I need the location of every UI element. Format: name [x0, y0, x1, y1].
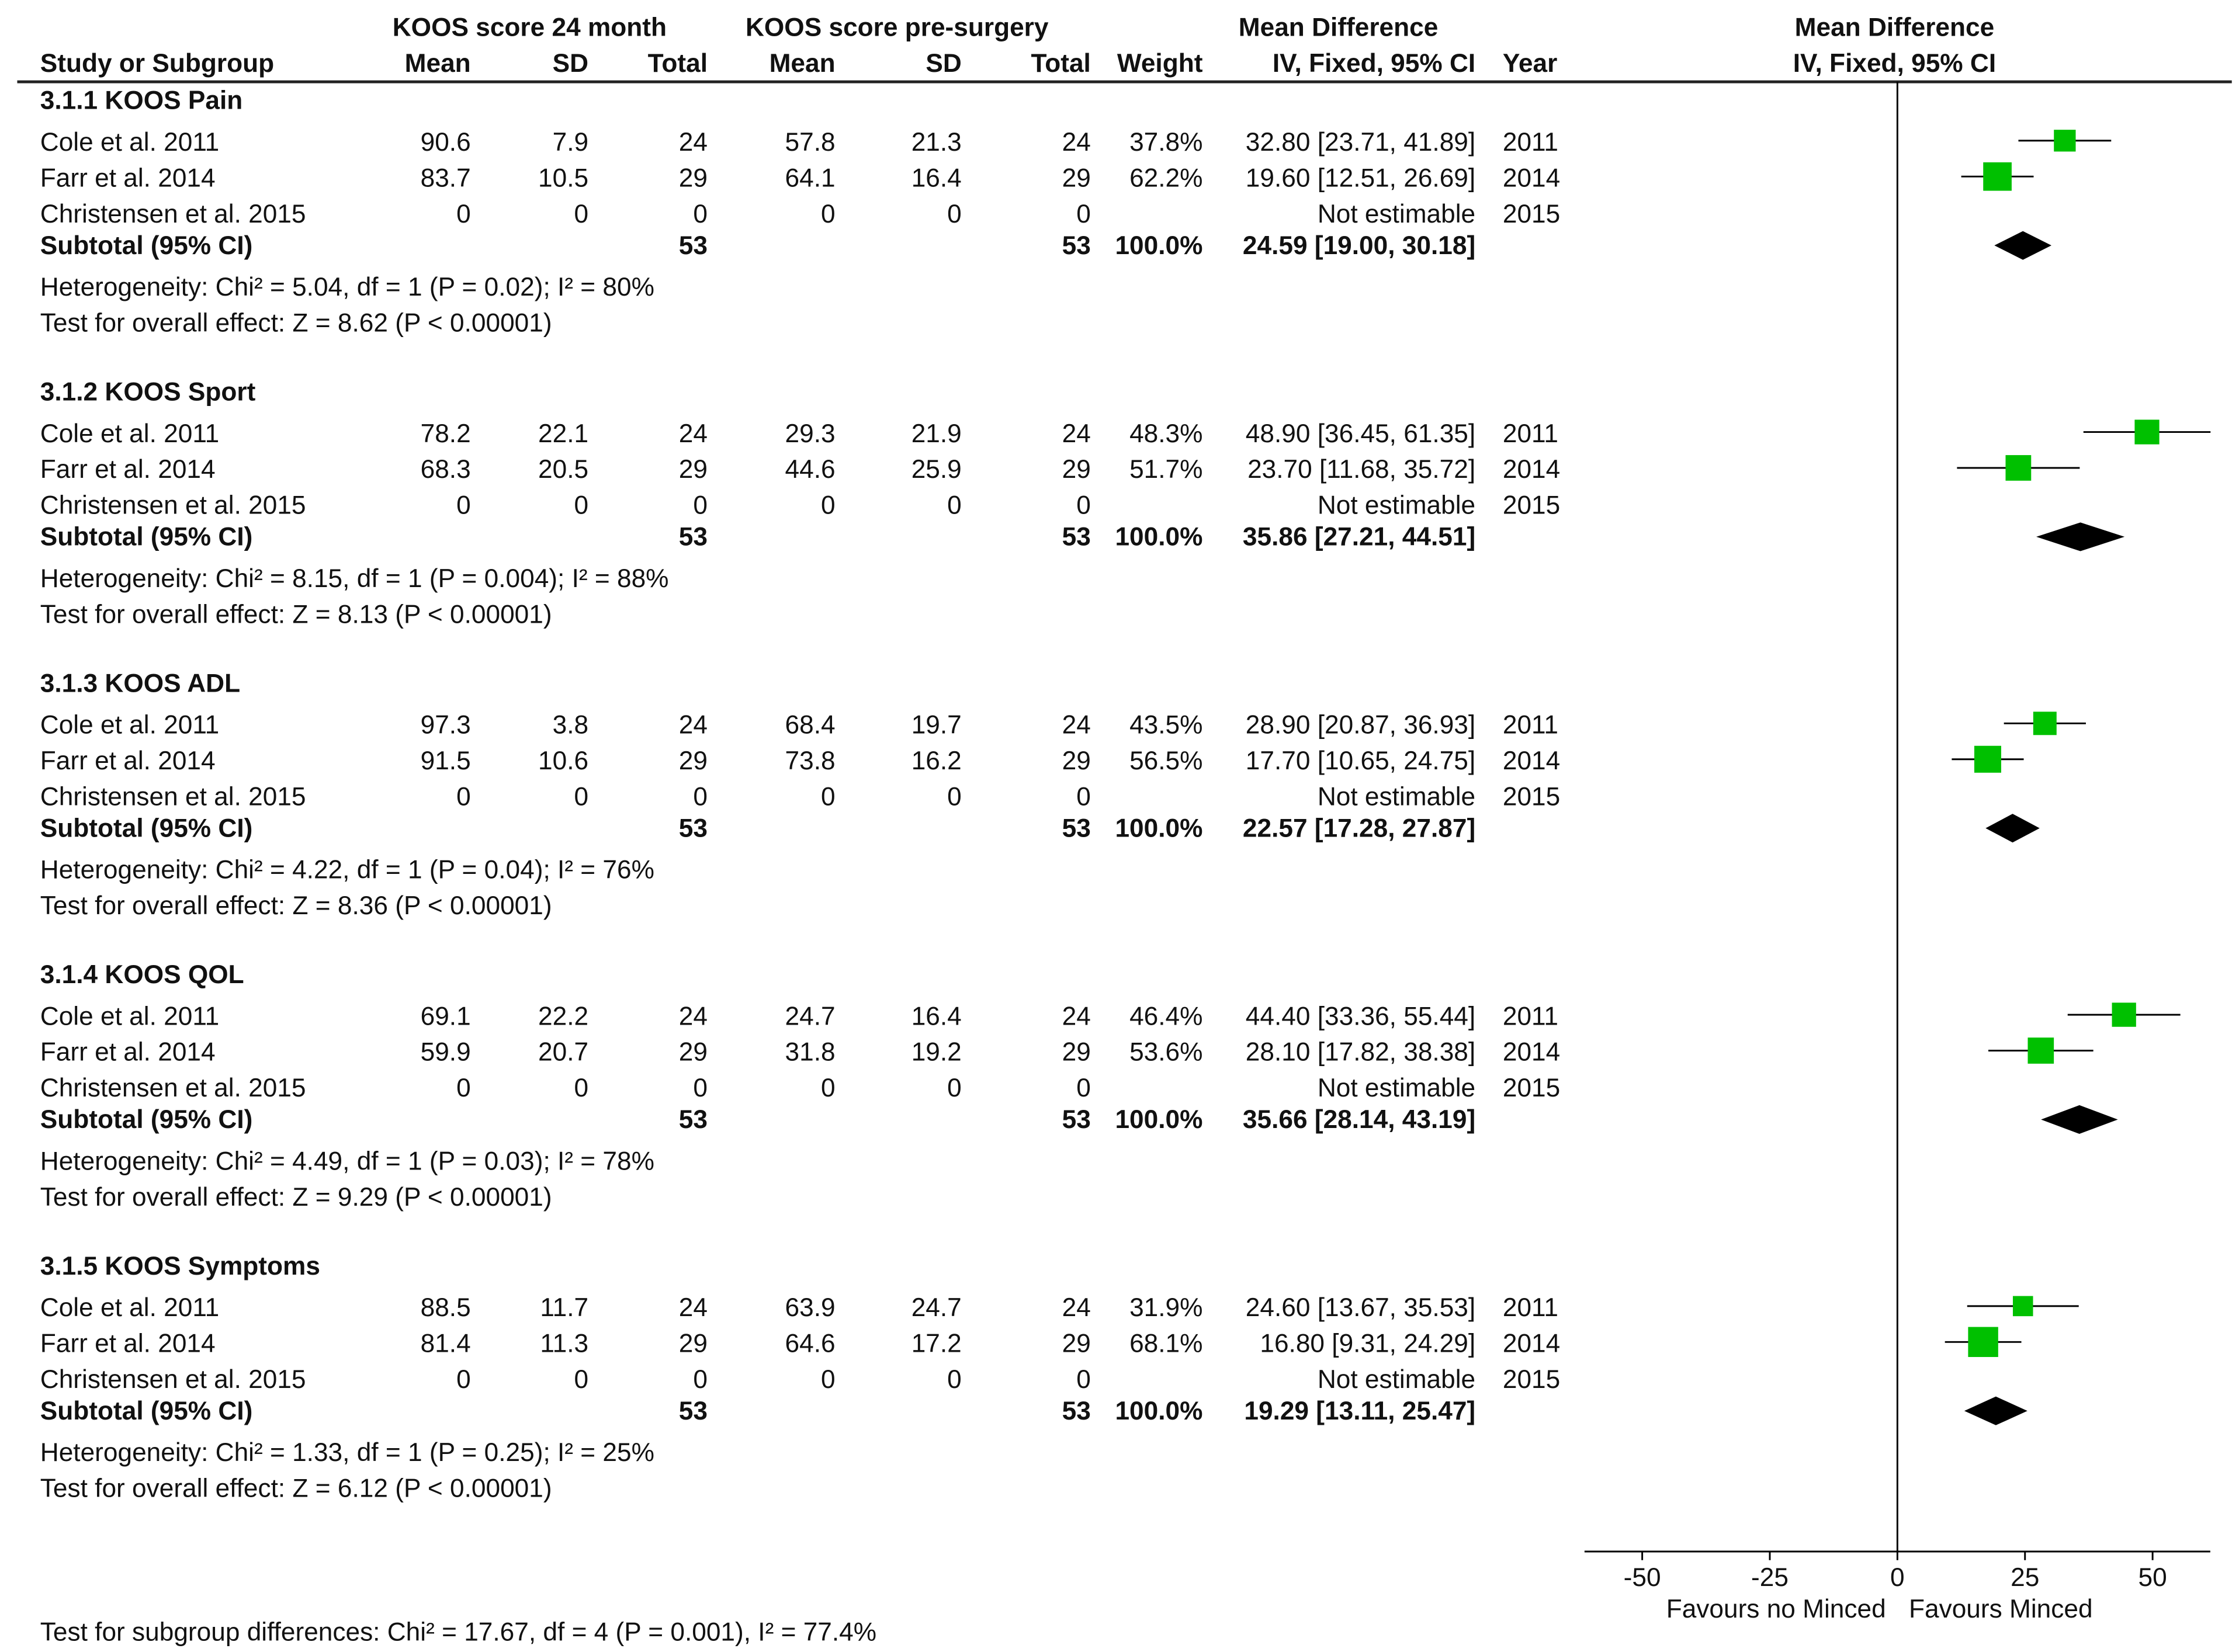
study-sd1-cell: 0 — [574, 1073, 589, 1102]
study-name-cell: Farr et al. 2014 — [40, 746, 216, 775]
study-ci-cell: 19.60 [12.51, 26.69] — [1245, 164, 1476, 193]
study-sd2-cell: 0 — [947, 782, 962, 811]
study-year-cell: 2014 — [1502, 746, 1561, 775]
study-mean2-cell: 0 — [821, 491, 836, 520]
study-year-cell: 2014 — [1502, 164, 1561, 193]
study-total2-cell: 24 — [1062, 710, 1091, 740]
study-mean2-cell: 0 — [821, 199, 836, 228]
study-total1-cell: 29 — [678, 1037, 708, 1067]
study-sd1-cell: 22.2 — [538, 1001, 589, 1031]
study-weight-cell: 31.9% — [1129, 1293, 1203, 1322]
subtotal-total1: 53 — [678, 814, 708, 843]
subtotal-label: Subtotal (95% CI) — [40, 1105, 253, 1134]
study-ci-cell: 48.90 [36.45, 61.35] — [1245, 419, 1476, 448]
study-total2-cell: 0 — [1076, 199, 1091, 228]
study-mean1-cell: 97.3 — [420, 710, 471, 740]
study-sd1-cell: 11.3 — [540, 1329, 589, 1358]
study-total1-cell: 24 — [678, 710, 708, 740]
study-weight-cell: 43.5% — [1129, 710, 1203, 740]
study-year-cell: 2011 — [1502, 419, 1558, 448]
study-weight-cell: 46.4% — [1129, 1001, 1203, 1031]
subtotal-label: Subtotal (95% CI) — [40, 1396, 253, 1425]
study-total2-cell: 0 — [1076, 1073, 1091, 1102]
study-total2-cell: 29 — [1062, 1329, 1091, 1358]
study-mean1-cell: 0 — [456, 1073, 471, 1102]
subtotal-total2: 53 — [1062, 231, 1091, 260]
subtotal-label: Subtotal (95% CI) — [40, 231, 253, 260]
x-tick-label: -25 — [1751, 1563, 1789, 1592]
study-mean1-cell: 69.1 — [420, 1001, 471, 1031]
mean2-header: Mean — [769, 48, 836, 78]
study-sd1-cell: 10.5 — [538, 164, 589, 193]
subtotal-ci: 35.66 [28.14, 43.19] — [1242, 1105, 1476, 1134]
study-sd2-cell: 16.4 — [911, 164, 962, 193]
study-mean2-cell: 29.3 — [785, 419, 836, 448]
study-sd1-cell: 20.5 — [538, 454, 589, 484]
subtotal-total2: 53 — [1062, 1396, 1091, 1425]
subtotal-total1: 53 — [678, 231, 708, 260]
group2-header: KOOS score pre-surgery — [745, 13, 1049, 42]
study-mean2-cell: 31.8 — [785, 1037, 836, 1067]
study-marker — [1974, 746, 2001, 773]
study-mean2-cell: 68.4 — [785, 710, 836, 740]
favours-right-label: Favours Minced — [1909, 1595, 2093, 1624]
md-method-header: IV, Fixed, 95% CI — [1272, 48, 1476, 78]
study-marker — [2027, 1037, 2054, 1064]
plot-method-header: IV, Fixed, 95% CI — [1793, 48, 1997, 78]
x-tick-label: 25 — [2011, 1563, 2040, 1592]
study-total1-cell: 0 — [693, 1073, 708, 1102]
study-total1-cell: 24 — [678, 127, 708, 157]
study-sd2-cell: 21.3 — [911, 127, 962, 157]
study-mean2-cell: 0 — [821, 1073, 836, 1102]
study-ci-cell: Not estimable — [1317, 491, 1476, 520]
study-name-cell: Farr et al. 2014 — [40, 1329, 216, 1358]
pooled-diamond — [1994, 231, 2051, 260]
study-name-cell: Christensen et al. 2015 — [40, 782, 306, 811]
study-year-cell: 2015 — [1502, 782, 1561, 811]
heterogeneity-text: Heterogeneity: Chi² = 1.33, df = 1 (P = 0.25); I² = 25% — [40, 1438, 654, 1467]
study-sd2-cell: 19.2 — [911, 1037, 962, 1067]
study-total2-cell: 24 — [1062, 1001, 1091, 1031]
overall-effect-text: Test for overall effect: Z = 6.12 (P < 0.00001) — [40, 1474, 552, 1503]
study-mean2-cell: 24.7 — [785, 1001, 836, 1031]
year-header: Year — [1502, 48, 1558, 78]
subtotal-weight: 100.0% — [1115, 1105, 1203, 1134]
study-sd1-cell: 0 — [574, 782, 589, 811]
study-year-cell: 2015 — [1502, 1073, 1561, 1102]
study-name-cell: Cole et al. 2011 — [40, 1293, 220, 1322]
study-sd1-cell: 0 — [574, 491, 589, 520]
study-column-header: Study or Subgroup — [40, 48, 275, 78]
study-total1-cell: 29 — [678, 454, 708, 484]
study-ci-cell: 24.60 [13.67, 35.53] — [1245, 1293, 1476, 1322]
study-total1-cell: 29 — [678, 746, 708, 775]
study-marker — [2134, 419, 2159, 444]
study-marker — [2013, 1296, 2033, 1317]
study-ci-cell: 17.70 [10.65, 24.75] — [1245, 746, 1476, 775]
study-name-cell: Cole et al. 2011 — [40, 419, 220, 448]
study-year-cell: 2011 — [1502, 1001, 1558, 1031]
study-mean2-cell: 0 — [821, 1365, 836, 1394]
study-year-cell: 2015 — [1502, 1365, 1561, 1394]
study-ci-cell: 16.80 [9.31, 24.29] — [1260, 1329, 1476, 1358]
study-total2-cell: 29 — [1062, 1037, 1091, 1067]
study-marker — [1968, 1327, 1998, 1357]
subtotal-total2: 53 — [1062, 522, 1091, 551]
study-ci-cell: Not estimable — [1317, 199, 1476, 228]
subtotal-total2: 53 — [1062, 814, 1091, 843]
study-name-cell: Christensen et al. 2015 — [40, 199, 306, 228]
study-weight-cell: 68.1% — [1129, 1329, 1203, 1358]
subtotal-weight: 100.0% — [1115, 231, 1203, 260]
study-year-cell: 2014 — [1502, 454, 1561, 484]
study-total2-cell: 0 — [1076, 1365, 1091, 1394]
subtotal-total1: 53 — [678, 522, 708, 551]
study-sd2-cell: 24.7 — [911, 1293, 962, 1322]
study-ci-cell: 28.10 [17.82, 38.38] — [1245, 1037, 1476, 1067]
study-sd1-cell: 11.7 — [540, 1293, 589, 1322]
study-name-cell: Cole et al. 2011 — [40, 1001, 220, 1031]
study-marker — [2005, 455, 2031, 481]
study-year-cell: 2011 — [1502, 1293, 1558, 1322]
plot-header: Mean Difference — [1794, 13, 1995, 42]
subtotal-ci: 24.59 [19.00, 30.18] — [1242, 231, 1476, 260]
study-total2-cell: 0 — [1076, 491, 1091, 520]
study-year-cell: 2014 — [1502, 1037, 1561, 1067]
study-name-cell: Christensen et al. 2015 — [40, 1073, 306, 1102]
x-tick-label: 0 — [1890, 1563, 1905, 1592]
study-name-cell: Farr et al. 2014 — [40, 454, 216, 484]
study-ci-cell: Not estimable — [1317, 782, 1476, 811]
study-sd1-cell: 3.8 — [552, 710, 589, 740]
study-ci-cell: Not estimable — [1317, 1073, 1476, 1102]
subgroup-title: 3.1.4 KOOS QOL — [40, 960, 244, 989]
study-ci-cell: 23.70 [11.68, 35.72] — [1247, 454, 1476, 484]
study-sd1-cell: 0 — [574, 1365, 589, 1394]
study-mean1-cell: 91.5 — [420, 746, 471, 775]
study-ci-cell: 32.80 [23.71, 41.89] — [1245, 127, 1476, 157]
study-ci-cell: Not estimable — [1317, 1365, 1476, 1394]
study-year-cell: 2011 — [1502, 127, 1558, 157]
study-year-cell: 2015 — [1502, 199, 1561, 228]
study-sd2-cell: 16.2 — [911, 746, 962, 775]
subtotal-ci: 22.57 [17.28, 27.87] — [1242, 814, 1476, 843]
study-total2-cell: 24 — [1062, 419, 1091, 448]
overall-effect-text: Test for overall effect: Z = 8.13 (P < 0.00001) — [40, 600, 552, 629]
overall-effect-text: Test for overall effect: Z = 8.36 (P < 0.00001) — [40, 891, 552, 920]
overall-effect-text: Test for overall effect: Z = 9.29 (P < 0.00001) — [40, 1182, 552, 1212]
study-name-cell: Farr et al. 2014 — [40, 164, 216, 193]
study-marker — [1983, 162, 2012, 191]
study-marker — [2033, 712, 2057, 735]
subgroup-title: 3.1.1 KOOS Pain — [40, 86, 243, 115]
group1-header: KOOS score 24 month — [392, 13, 667, 42]
subtotal-ci: 35.86 [27.21, 44.51] — [1242, 522, 1476, 551]
study-marker — [2054, 130, 2075, 151]
study-mean2-cell: 57.8 — [785, 127, 836, 157]
study-total2-cell: 24 — [1062, 127, 1091, 157]
study-mean1-cell: 81.4 — [420, 1329, 471, 1358]
study-year-cell: 2015 — [1502, 491, 1561, 520]
heterogeneity-text: Heterogeneity: Chi² = 5.04, df = 1 (P = 0.02); I² = 80% — [40, 272, 654, 301]
study-sd2-cell: 16.4 — [911, 1001, 962, 1031]
heterogeneity-text: Heterogeneity: Chi² = 8.15, df = 1 (P = 0.004); I² = 88% — [40, 564, 669, 593]
pooled-diamond — [1964, 1397, 2027, 1425]
study-weight-cell: 56.5% — [1129, 746, 1203, 775]
study-sd1-cell: 22.1 — [538, 419, 589, 448]
study-mean1-cell: 83.7 — [420, 164, 471, 193]
study-sd2-cell: 0 — [947, 1365, 962, 1394]
favours-left-label: Favours no Minced — [1666, 1595, 1886, 1624]
study-sd2-cell: 25.9 — [911, 454, 962, 484]
study-weight-cell: 37.8% — [1129, 127, 1203, 157]
study-mean2-cell: 73.8 — [785, 746, 836, 775]
study-total1-cell: 0 — [693, 491, 708, 520]
study-mean2-cell: 64.1 — [785, 164, 836, 193]
study-total1-cell: 0 — [693, 1365, 708, 1394]
x-tick-label: -50 — [1623, 1563, 1661, 1592]
study-name-cell: Christensen et al. 2015 — [40, 1365, 306, 1394]
mean1-header: Mean — [404, 48, 471, 78]
study-total1-cell: 24 — [678, 1001, 708, 1031]
study-name-cell: Cole et al. 2011 — [40, 710, 220, 740]
subtotal-weight: 100.0% — [1115, 814, 1203, 843]
pooled-diamond — [2036, 522, 2124, 551]
study-mean2-cell: 64.6 — [785, 1329, 836, 1358]
weight-header: Weight — [1117, 48, 1203, 78]
study-mean2-cell: 0 — [821, 782, 836, 811]
subgroup-title: 3.1.3 KOOS ADL — [40, 668, 241, 698]
study-marker — [2112, 1002, 2136, 1026]
study-sd2-cell: 17.2 — [911, 1329, 962, 1358]
subtotal-total1: 53 — [678, 1105, 708, 1134]
heterogeneity-text: Heterogeneity: Chi² = 4.22, df = 1 (P = 0.04); I² = 76% — [40, 855, 654, 884]
study-name-cell: Christensen et al. 2015 — [40, 491, 306, 520]
study-name-cell: Farr et al. 2014 — [40, 1037, 216, 1067]
study-weight-cell: 48.3% — [1129, 419, 1203, 448]
study-sd2-cell: 0 — [947, 491, 962, 520]
study-year-cell: 2011 — [1502, 710, 1558, 740]
subgroup-title: 3.1.5 KOOS Symptoms — [40, 1251, 320, 1280]
md-header: Mean Difference — [1238, 13, 1439, 42]
x-tick-label: 50 — [2138, 1563, 2167, 1592]
study-sd1-cell: 0 — [574, 199, 589, 228]
study-year-cell: 2014 — [1502, 1329, 1561, 1358]
subtotal-weight: 100.0% — [1115, 1396, 1203, 1425]
study-mean1-cell: 88.5 — [420, 1293, 471, 1322]
study-weight-cell: 53.6% — [1129, 1037, 1203, 1067]
study-mean1-cell: 0 — [456, 199, 471, 228]
study-ci-cell: 28.90 [20.87, 36.93] — [1245, 710, 1476, 740]
study-mean1-cell: 90.6 — [420, 127, 471, 157]
subtotal-ci: 19.29 [13.11, 25.47] — [1244, 1396, 1476, 1425]
study-mean1-cell: 0 — [456, 782, 471, 811]
study-mean1-cell: 78.2 — [420, 419, 471, 448]
study-total1-cell: 24 — [678, 1293, 708, 1322]
study-total2-cell: 29 — [1062, 454, 1091, 484]
pooled-diamond — [2041, 1105, 2117, 1134]
total1-header: Total — [647, 48, 708, 78]
study-total1-cell: 29 — [678, 164, 708, 193]
study-sd1-cell: 20.7 — [538, 1037, 589, 1067]
study-mean2-cell: 63.9 — [785, 1293, 836, 1322]
study-mean2-cell: 44.6 — [785, 454, 836, 484]
study-total2-cell: 29 — [1062, 746, 1091, 775]
study-total2-cell: 0 — [1076, 782, 1091, 811]
overall-effect-text: Test for overall effect: Z = 8.62 (P < 0.00001) — [40, 308, 552, 338]
study-sd2-cell: 0 — [947, 1073, 962, 1102]
study-total1-cell: 0 — [693, 199, 708, 228]
subtotal-total2: 53 — [1062, 1105, 1091, 1134]
subtotal-label: Subtotal (95% CI) — [40, 522, 253, 551]
study-total1-cell: 29 — [678, 1329, 708, 1358]
study-total1-cell: 24 — [678, 419, 708, 448]
subtotal-total1: 53 — [678, 1396, 708, 1425]
pooled-diamond — [1985, 814, 2040, 842]
study-sd1-cell: 10.6 — [538, 746, 589, 775]
sd1-header: SD — [552, 48, 589, 78]
study-ci-cell: 44.40 [33.36, 55.44] — [1245, 1001, 1476, 1031]
study-weight-cell: 51.7% — [1129, 454, 1203, 484]
total2-header: Total — [1031, 48, 1091, 78]
study-total2-cell: 29 — [1062, 164, 1091, 193]
study-total1-cell: 0 — [693, 782, 708, 811]
study-name-cell: Cole et al. 2011 — [40, 127, 220, 157]
study-mean1-cell: 68.3 — [420, 454, 471, 484]
study-sd1-cell: 7.9 — [552, 127, 589, 157]
study-sd2-cell: 19.7 — [911, 710, 962, 740]
study-sd2-cell: 0 — [947, 199, 962, 228]
subgroup-title: 3.1.2 KOOS Sport — [40, 377, 256, 407]
study-weight-cell: 62.2% — [1129, 164, 1203, 193]
subtotal-weight: 100.0% — [1115, 522, 1203, 551]
study-mean1-cell: 0 — [456, 491, 471, 520]
study-total2-cell: 24 — [1062, 1293, 1091, 1322]
heterogeneity-text: Heterogeneity: Chi² = 4.49, df = 1 (P = 0.03); I² = 78% — [40, 1147, 654, 1176]
subtotal-label: Subtotal (95% CI) — [40, 814, 253, 843]
study-sd2-cell: 21.9 — [911, 419, 962, 448]
study-mean1-cell: 59.9 — [420, 1037, 471, 1067]
study-mean1-cell: 0 — [456, 1365, 471, 1394]
subgroup-differences-test: Test for subgroup differences: Chi² = 17.67, df = 4 (P = 0.001), I² = 77.4% — [40, 1618, 877, 1647]
sd2-header: SD — [926, 48, 962, 78]
